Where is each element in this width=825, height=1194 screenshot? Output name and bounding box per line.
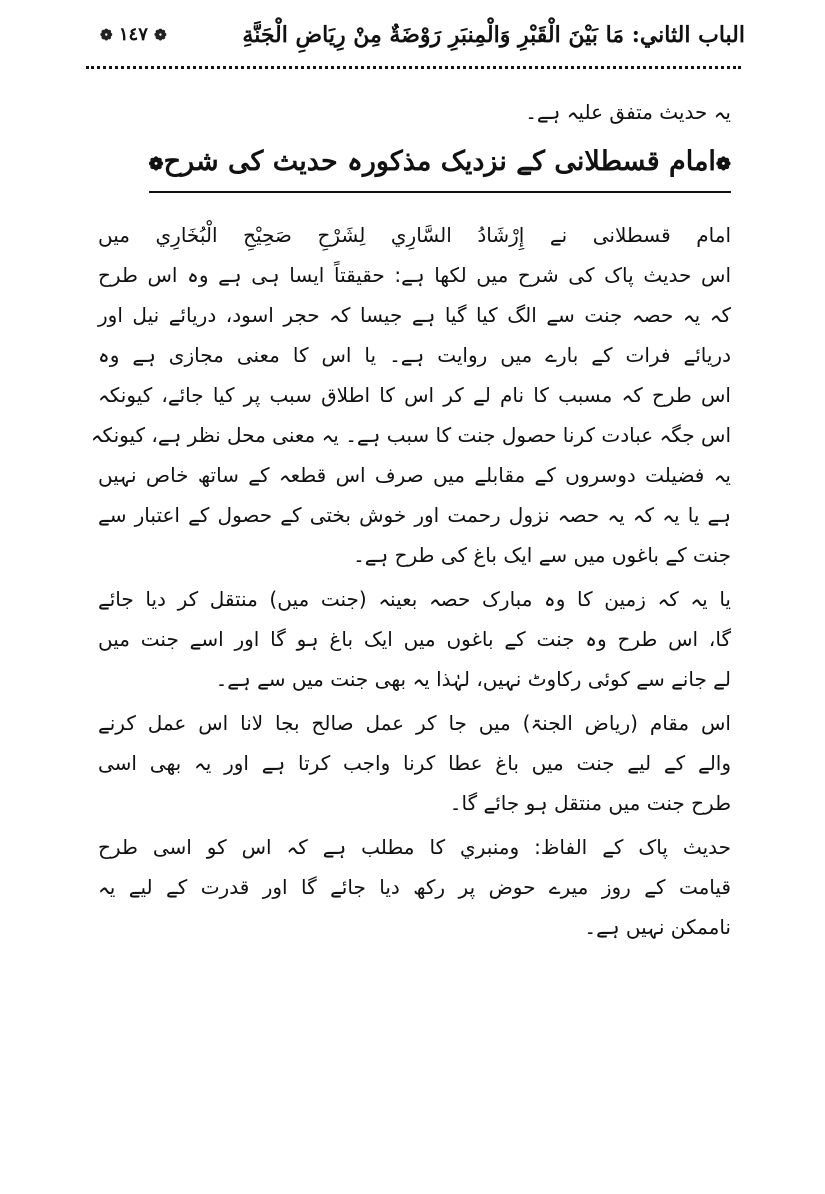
paragraph bbox=[98, 579, 731, 699]
section-heading-wrap bbox=[98, 136, 731, 215]
chapter-title: الباب الثاني: مَا بَيْنَ الْقَبْرِ وَالْمِنبَرِ رَوْضَةٌ مِنْ رِيَاضِ الْجَنَّةِ bbox=[242, 22, 745, 48]
text-line: اس جگہ عبادت کرنا حصول جنت کا سبب ہے۔ یہ معنی محل نظر ہے، کیونکہ bbox=[90, 423, 731, 447]
page-number-value: ١٤٧ bbox=[118, 24, 148, 45]
paragraph bbox=[98, 827, 731, 947]
page-number bbox=[100, 24, 167, 45]
text-line: والے کے لیے جنت میں باغ عطا کرنا واجب کرتا ہے اور یہ بھی اسی bbox=[98, 751, 731, 775]
text-line: اس مقام (ریاض الجنۃ) میں جا کر عمل صالح بجا لانا اس عمل کرنے bbox=[98, 711, 731, 735]
text-line: یہ حدیث متفق علیہ ہے۔ bbox=[525, 100, 731, 124]
text-line: کہ یہ حصہ جنت سے الگ کیا گیا ہے جیسا کہ حجر اسود، دریائے نیل اور bbox=[98, 303, 731, 327]
text-line: جنت کے باغوں میں سے ایک باغ کی طرح ہے۔ bbox=[353, 543, 731, 567]
text-line: طرح جنت میں منتقل ہو جائے گا۔ bbox=[449, 791, 731, 815]
header-dotted-rule bbox=[86, 66, 741, 69]
ornament-icon: ❁ bbox=[154, 26, 167, 44]
text-line: اس طرح کہ مسبب کا نام لے کر اس کا اطلاق سبب پر کیا جائے، کیونکہ bbox=[98, 383, 731, 407]
page-header bbox=[100, 18, 745, 58]
text-line: ناممکن نہیں ہے۔ bbox=[584, 915, 731, 939]
paragraph bbox=[90, 215, 731, 575]
paragraph bbox=[98, 703, 731, 823]
text-line: لے جانے سے کوئی رکاوٹ نہیں، لہٰذا یہ بھی جنت میں سے ہے۔ bbox=[215, 667, 731, 691]
section-heading-text: امام قسطلانی کے نزدیک مذکورہ حدیث کی شرح bbox=[163, 146, 716, 177]
text-line: گا، اس طرح وہ جنت کے باغوں میں ایک باغ ہو گا اور اسے جنت میں bbox=[98, 627, 731, 651]
section-heading bbox=[149, 140, 731, 193]
ornament-icon: ❁ bbox=[715, 154, 731, 175]
text-line: امام قسطلانی نے إِرْشَادُ السَّارِي لِشَرْحِ صَحِيْحِ الْبُخَارِي میں bbox=[98, 223, 731, 247]
page-body bbox=[90, 92, 731, 951]
text-line: حدیث پاک کے الفاظ: ومنبري کا مطلب ہے کہ اس کو اسی طرح bbox=[98, 835, 731, 859]
intro-paragraph bbox=[98, 92, 731, 132]
ornament-icon: ❁ bbox=[148, 154, 164, 175]
text-line: ہے یا یہ کہ یہ حصہ نزول رحمت اور خوش بختی کے حصول کے اعتبار سے bbox=[98, 503, 731, 527]
paragraph-list bbox=[90, 215, 731, 947]
text-line: قیامت کے روز میرے حوض پر رکھ دیا جائے گا اور قدرت کے لیے یہ bbox=[98, 875, 731, 899]
ornament-icon: ❁ bbox=[100, 26, 113, 44]
text-line: یا یہ کہ زمین کا وہ مبارک حصہ بعینہ (جنت میں) منتقل کر دیا جائے bbox=[98, 587, 731, 611]
text-line: دریائے فرات کے بارے میں روایت ہے۔ یا اس کا معنی مجازی ہے وہ bbox=[98, 343, 731, 367]
text-line: یہ فضیلت دوسروں کے مقابلے میں صرف اس قطعہ کے ساتھ خاص نہیں bbox=[98, 463, 731, 487]
text-line: اس حدیث پاک کی شرح میں لکھا ہے: حقیقتاً ایسا ہی ہے وہ اس طرح bbox=[98, 263, 731, 287]
